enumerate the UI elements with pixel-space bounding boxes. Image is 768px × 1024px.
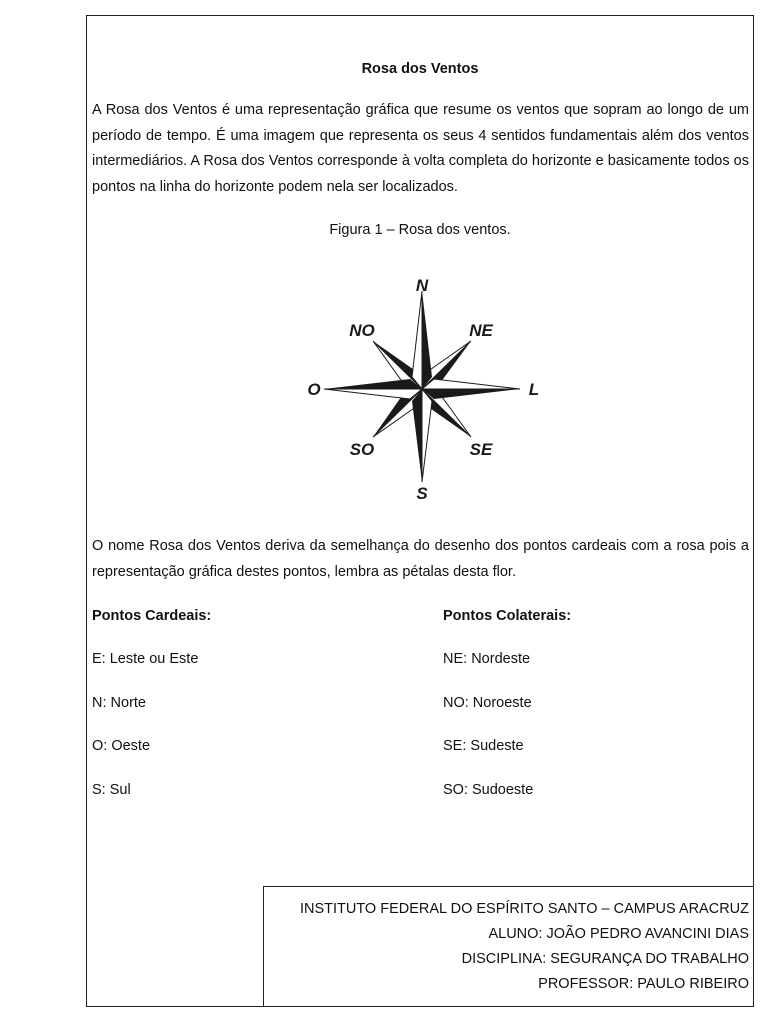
compass-label-se: SE [469,440,493,459]
intro-paragraph: A Rosa dos Ventos é uma representação gráfica que resume os ventos que sopram ao longo de um período de tempo. É uma imagem que representa os seus 4 sentidos fundamentais além dos ventos intermediários. A Rosa dos Ventos corresponde à volta completa do horizonte e basicamente todos os pontos na linha do horizonte podem nela ser localizados. [92,102,749,195]
name-origin-paragraph: O nome Rosa dos Ventos deriva da semelhança do desenho dos pontos cardeais com a rosa pois a representação gráfica destes pontos, lembra as pétalas desta flor. [92,538,749,580]
document-title: Rosa dos Ventos [361,61,479,77]
compass-label-l: L [528,380,540,399]
collateral-item-se: SE: Sudeste [443,738,524,754]
compass-label-s: S [416,484,428,503]
collateral-points-list [443,606,753,798]
compass-rose-figure [298,268,546,508]
footer-professor: PROFESSOR: PAULO RIBEIRO [538,976,749,992]
footer-info-box [263,886,754,1007]
collateral-points-title: Pontos Colaterais: [443,608,572,624]
compass-label-n: N [415,276,429,295]
compass-label-no: NO [349,321,375,340]
footer-institution: INSTITUTO FEDERAL DO ESPÍRITO SANTO – CAMPUS ARACRUZ [299,901,749,917]
collateral-item-so: SO: Sudoeste [443,782,534,798]
compass-label-ne: NE [469,321,493,340]
compass-point-l-light [422,379,520,389]
compass-point-n [422,291,432,389]
footer-discipline: DISCIPLINA: SEGURANÇA DO TRABALHO [461,951,749,967]
compass-point-s-light [422,389,432,482]
footer-student: ALUNO: JOÃO PEDRO AVANCINI DIAS [488,926,749,942]
compass-label-so: SO [349,440,375,459]
cardinal-item-e: E: Leste ou Este [92,651,199,667]
compass-point-l [422,389,520,399]
compass-label-o: O [307,380,321,399]
cardinal-points-list [92,606,402,798]
compass-point-o-light [324,389,422,399]
cardinal-item-o: O: Oeste [92,738,151,754]
cardinal-item-n: N: Norte [92,695,146,711]
cardinal-points-title: Pontos Cardeais: [92,608,212,624]
figure-caption: Figura 1 – Rosa dos ventos. [329,222,511,238]
cardinal-item-s: S: Sul [92,782,131,798]
collateral-item-ne: NE: Nordeste [443,651,531,667]
collateral-item-no: NO: Noroeste [443,695,532,711]
compass-point-o [324,379,422,389]
compass-point-n-light [412,291,422,389]
compass-point-s [412,389,422,482]
